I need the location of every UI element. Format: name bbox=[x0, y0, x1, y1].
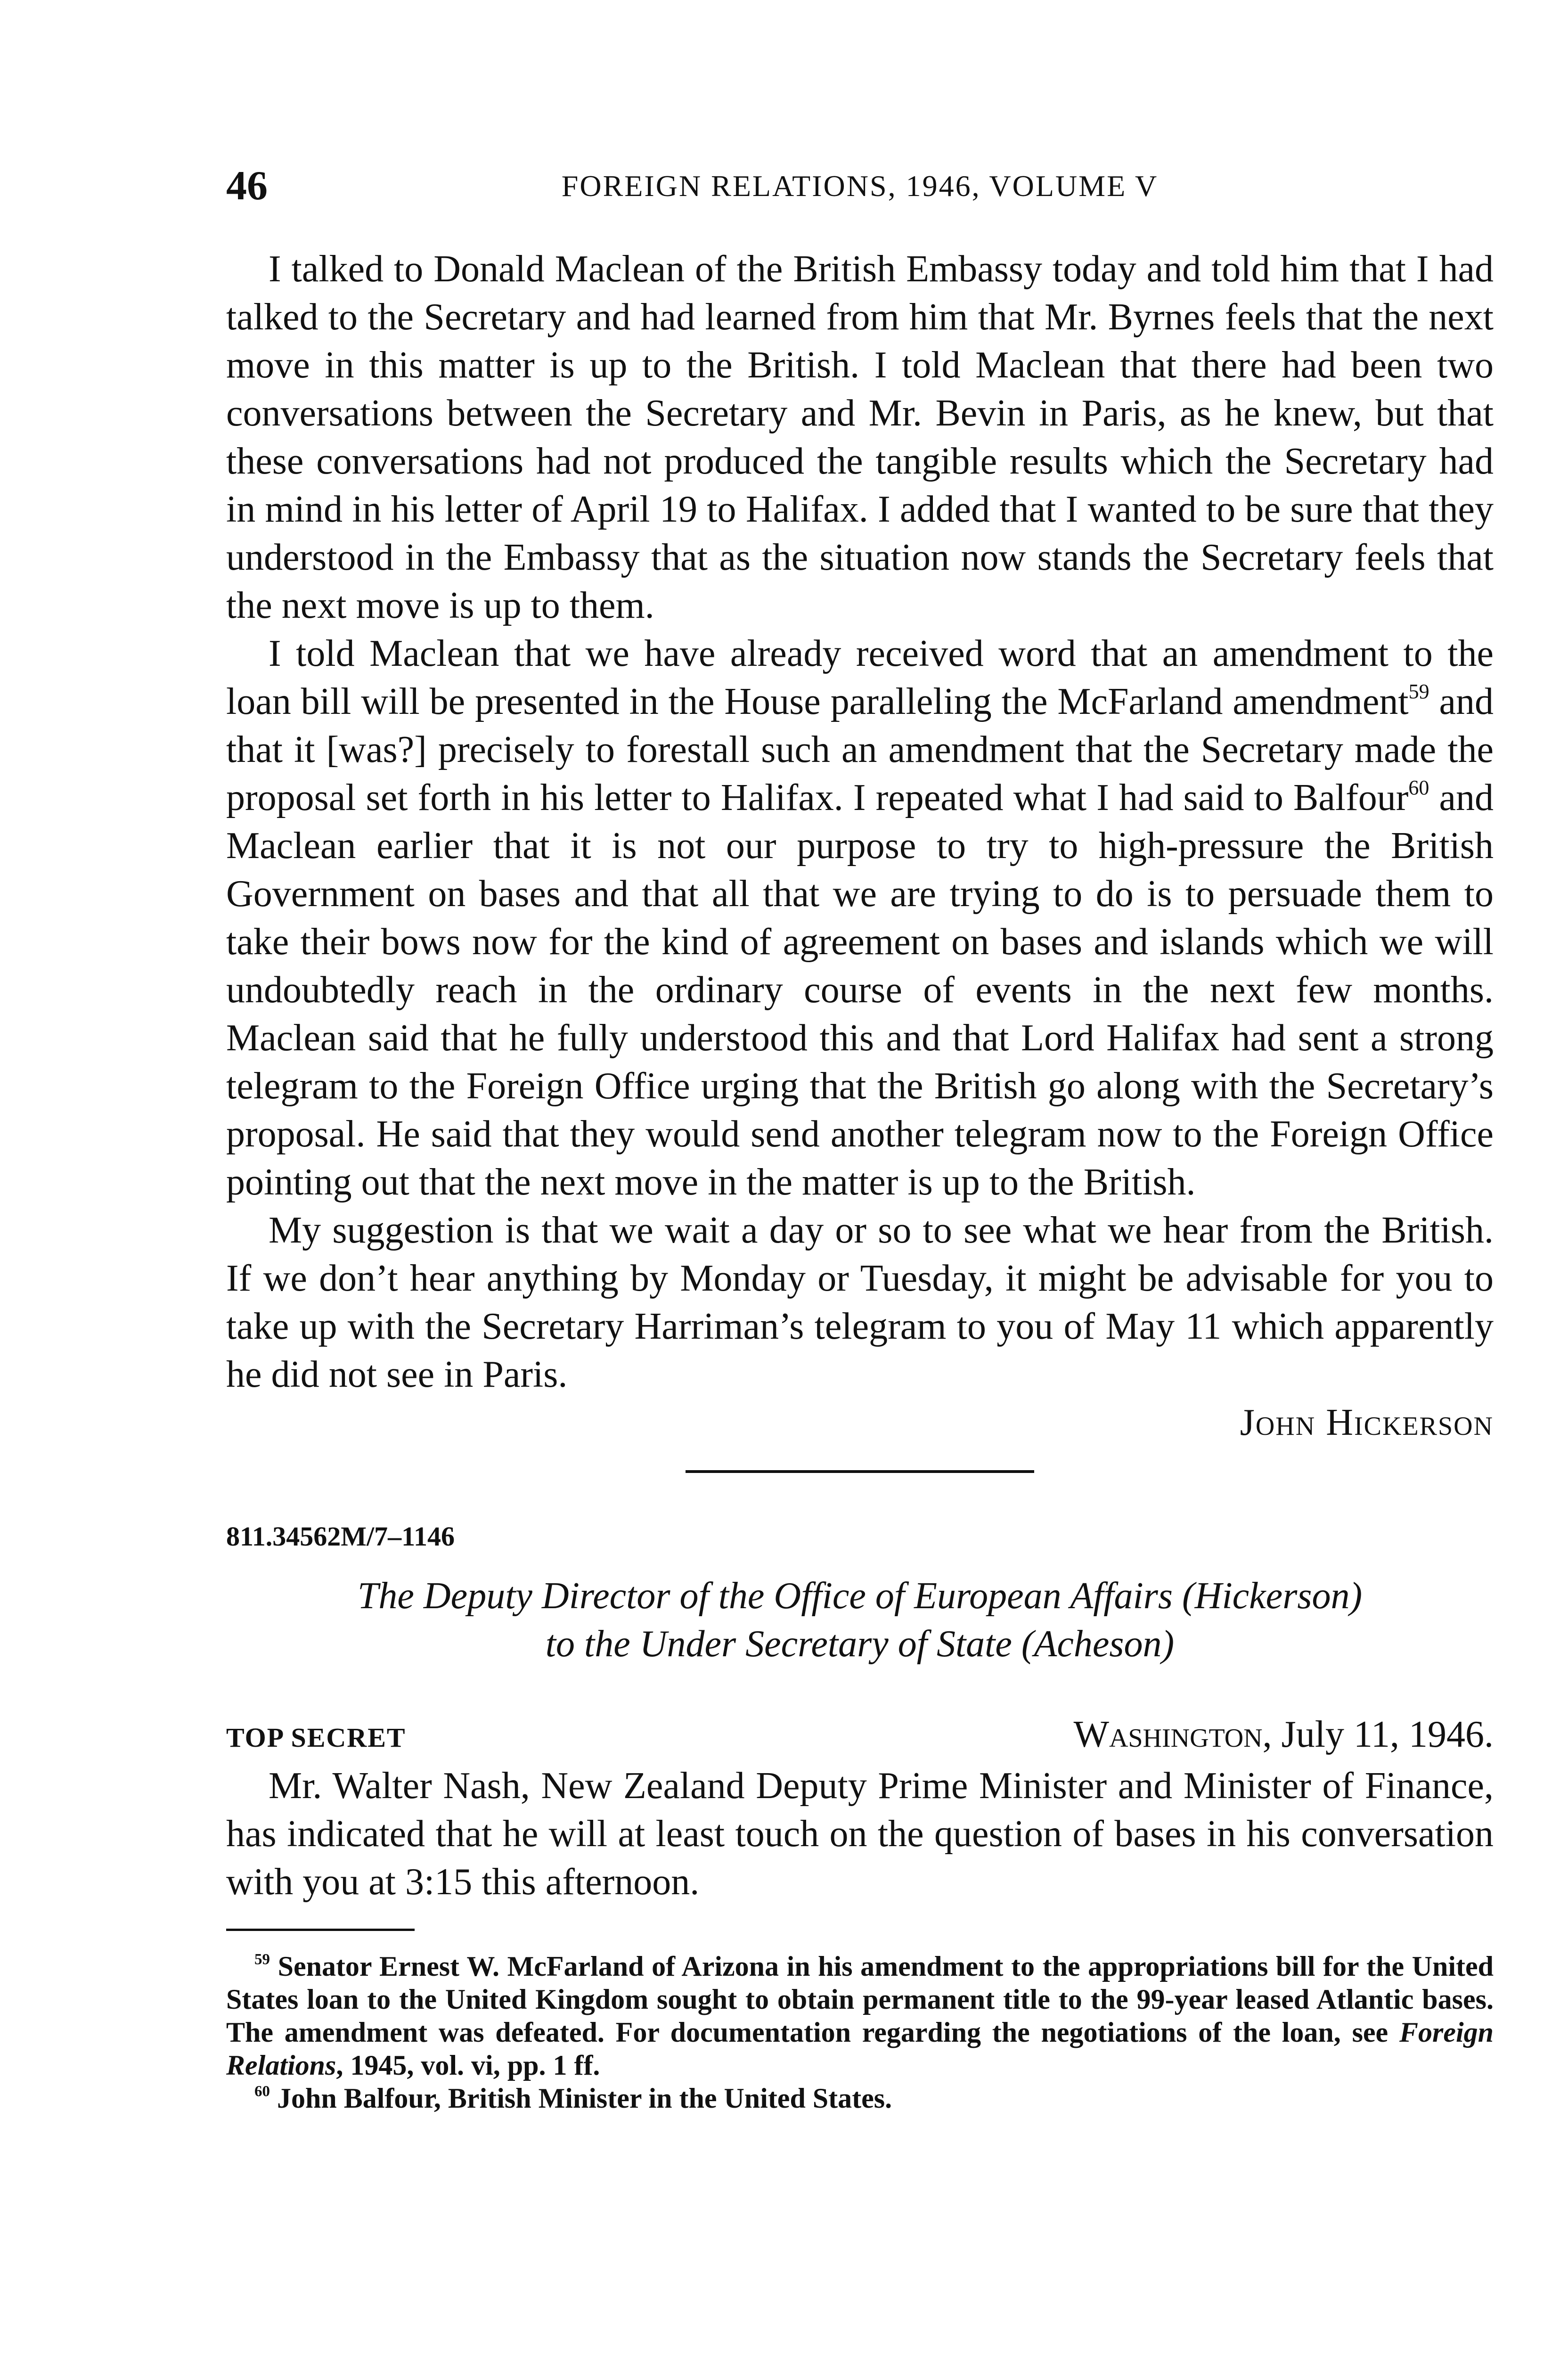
classification-label: TOP SECRET bbox=[226, 1722, 406, 1753]
footnote-text: Senator Ernest W. McFarland of Arizona in his amendment to the appropriations bill for the United States loan to the United Kingdom sought to obtain permanent title to the 99-year leased Atlantic bases. The amendment was defeated. For documentation regarding the negotiations of the loan, see bbox=[226, 1951, 1494, 2048]
signature: John Hickerson bbox=[1240, 1402, 1494, 1443]
footnote-60 bbox=[226, 2082, 1494, 2115]
date: , July 11, 1946. bbox=[1262, 1714, 1494, 1755]
footnote-ref-60: 60 bbox=[1408, 776, 1429, 799]
running-head: FOREIGN RELATIONS, 1946, VOLUME V bbox=[561, 169, 1159, 203]
footnote-59 bbox=[226, 1950, 1494, 2082]
footnote-marker: 60 bbox=[254, 2083, 270, 2100]
page-header bbox=[226, 160, 1494, 212]
document-meta bbox=[226, 1710, 1494, 1762]
document-title-line-2: to the Under Secretary of State (Acheson) bbox=[545, 1623, 1175, 1665]
letter1-paragraph-3: My suggestion is that we wait a day or so to see what we hear from the British. If we don’t hear anything by Monday or Tuesday, it might be advisable for you to take up with the Secretary Harriman’s telegram to you of May 11 which apparently he did not see in Paris. bbox=[226, 1210, 1494, 1395]
document-title-line-1: The Deputy Director of the Office of European Affairs (Hickerson) bbox=[357, 1575, 1363, 1617]
page-body bbox=[226, 245, 1494, 2115]
footnote-text: , 1945, vol. vi, pp. 1 ff. bbox=[336, 2050, 600, 2081]
place-date bbox=[1073, 1710, 1494, 1759]
paragraph-text: and Maclean earlier that it is not our purpose to try to high-pressure the British Government on bases and that all that we are trying to do is to persuade them to take their bows now for the kind of agreement on bases and islands which we will undoubtedly reach in the ordinary course of events in the next few months. Maclean said that he fully understood this and that Lord Halifax had sent a strong telegram to the Foreign Office urging that the British go along with the Secretary’s proposal. He said that they would send another telegram now to the Foreign Office pointing out that the next move in the matter is up to the British. bbox=[226, 777, 1494, 1203]
page-number: 46 bbox=[226, 163, 268, 209]
document-title bbox=[226, 1572, 1494, 1668]
place: Washington bbox=[1073, 1714, 1263, 1755]
footnotes bbox=[226, 1950, 1494, 2115]
footnote-ref-59: 59 bbox=[1408, 680, 1429, 703]
letter1-paragraph-1: I talked to Donald Maclean of the British Embassy today and told him that I had talked to the Secretary and had learned from him that Mr. Byrnes feels that the next move in this matter is up to the British. I told Maclean that there had been two conversations between the Secretary and Mr. Bevin in Paris, as he knew, but that these conversations had not produced the tangible results which the Secretary had in mind in his letter of April 19 to Halifax. I added that I wanted to be sure that they understood in the Embassy that as the situation now stands the Secretary feels that the next move is up to them. bbox=[226, 248, 1494, 626]
document2-paragraph: Mr. Walter Nash, New Zealand Deputy Prime Minister and Minister of Finance, has indicated that he will at least touch on the question of bases in his conversation with you at 3:15 this afternoon. bbox=[226, 1765, 1494, 1903]
footnote-citation-title: Foreign Relations bbox=[226, 2017, 1494, 2081]
paragraph-text: and that it [was?] precisely to forestall such an amendment that the Secretary made the proposal set forth in his letter to Halifax. I repeated what I had said to Balfour bbox=[226, 681, 1494, 818]
section-divider bbox=[686, 1470, 1034, 1473]
letter1-paragraph-2 bbox=[226, 630, 1494, 1206]
paragraph-text: I told Maclean that we have already received word that an amendment to the loan bill will be presented in the House paralleling the McFarland amendment bbox=[226, 633, 1494, 722]
footnote-rule bbox=[226, 1929, 415, 1931]
footnote-marker: 59 bbox=[254, 1951, 270, 1968]
footnote-text: John Balfour, British Minister in the United States. bbox=[270, 2083, 892, 2114]
file-reference: 811.34562M/7–1146 bbox=[226, 1521, 455, 1552]
